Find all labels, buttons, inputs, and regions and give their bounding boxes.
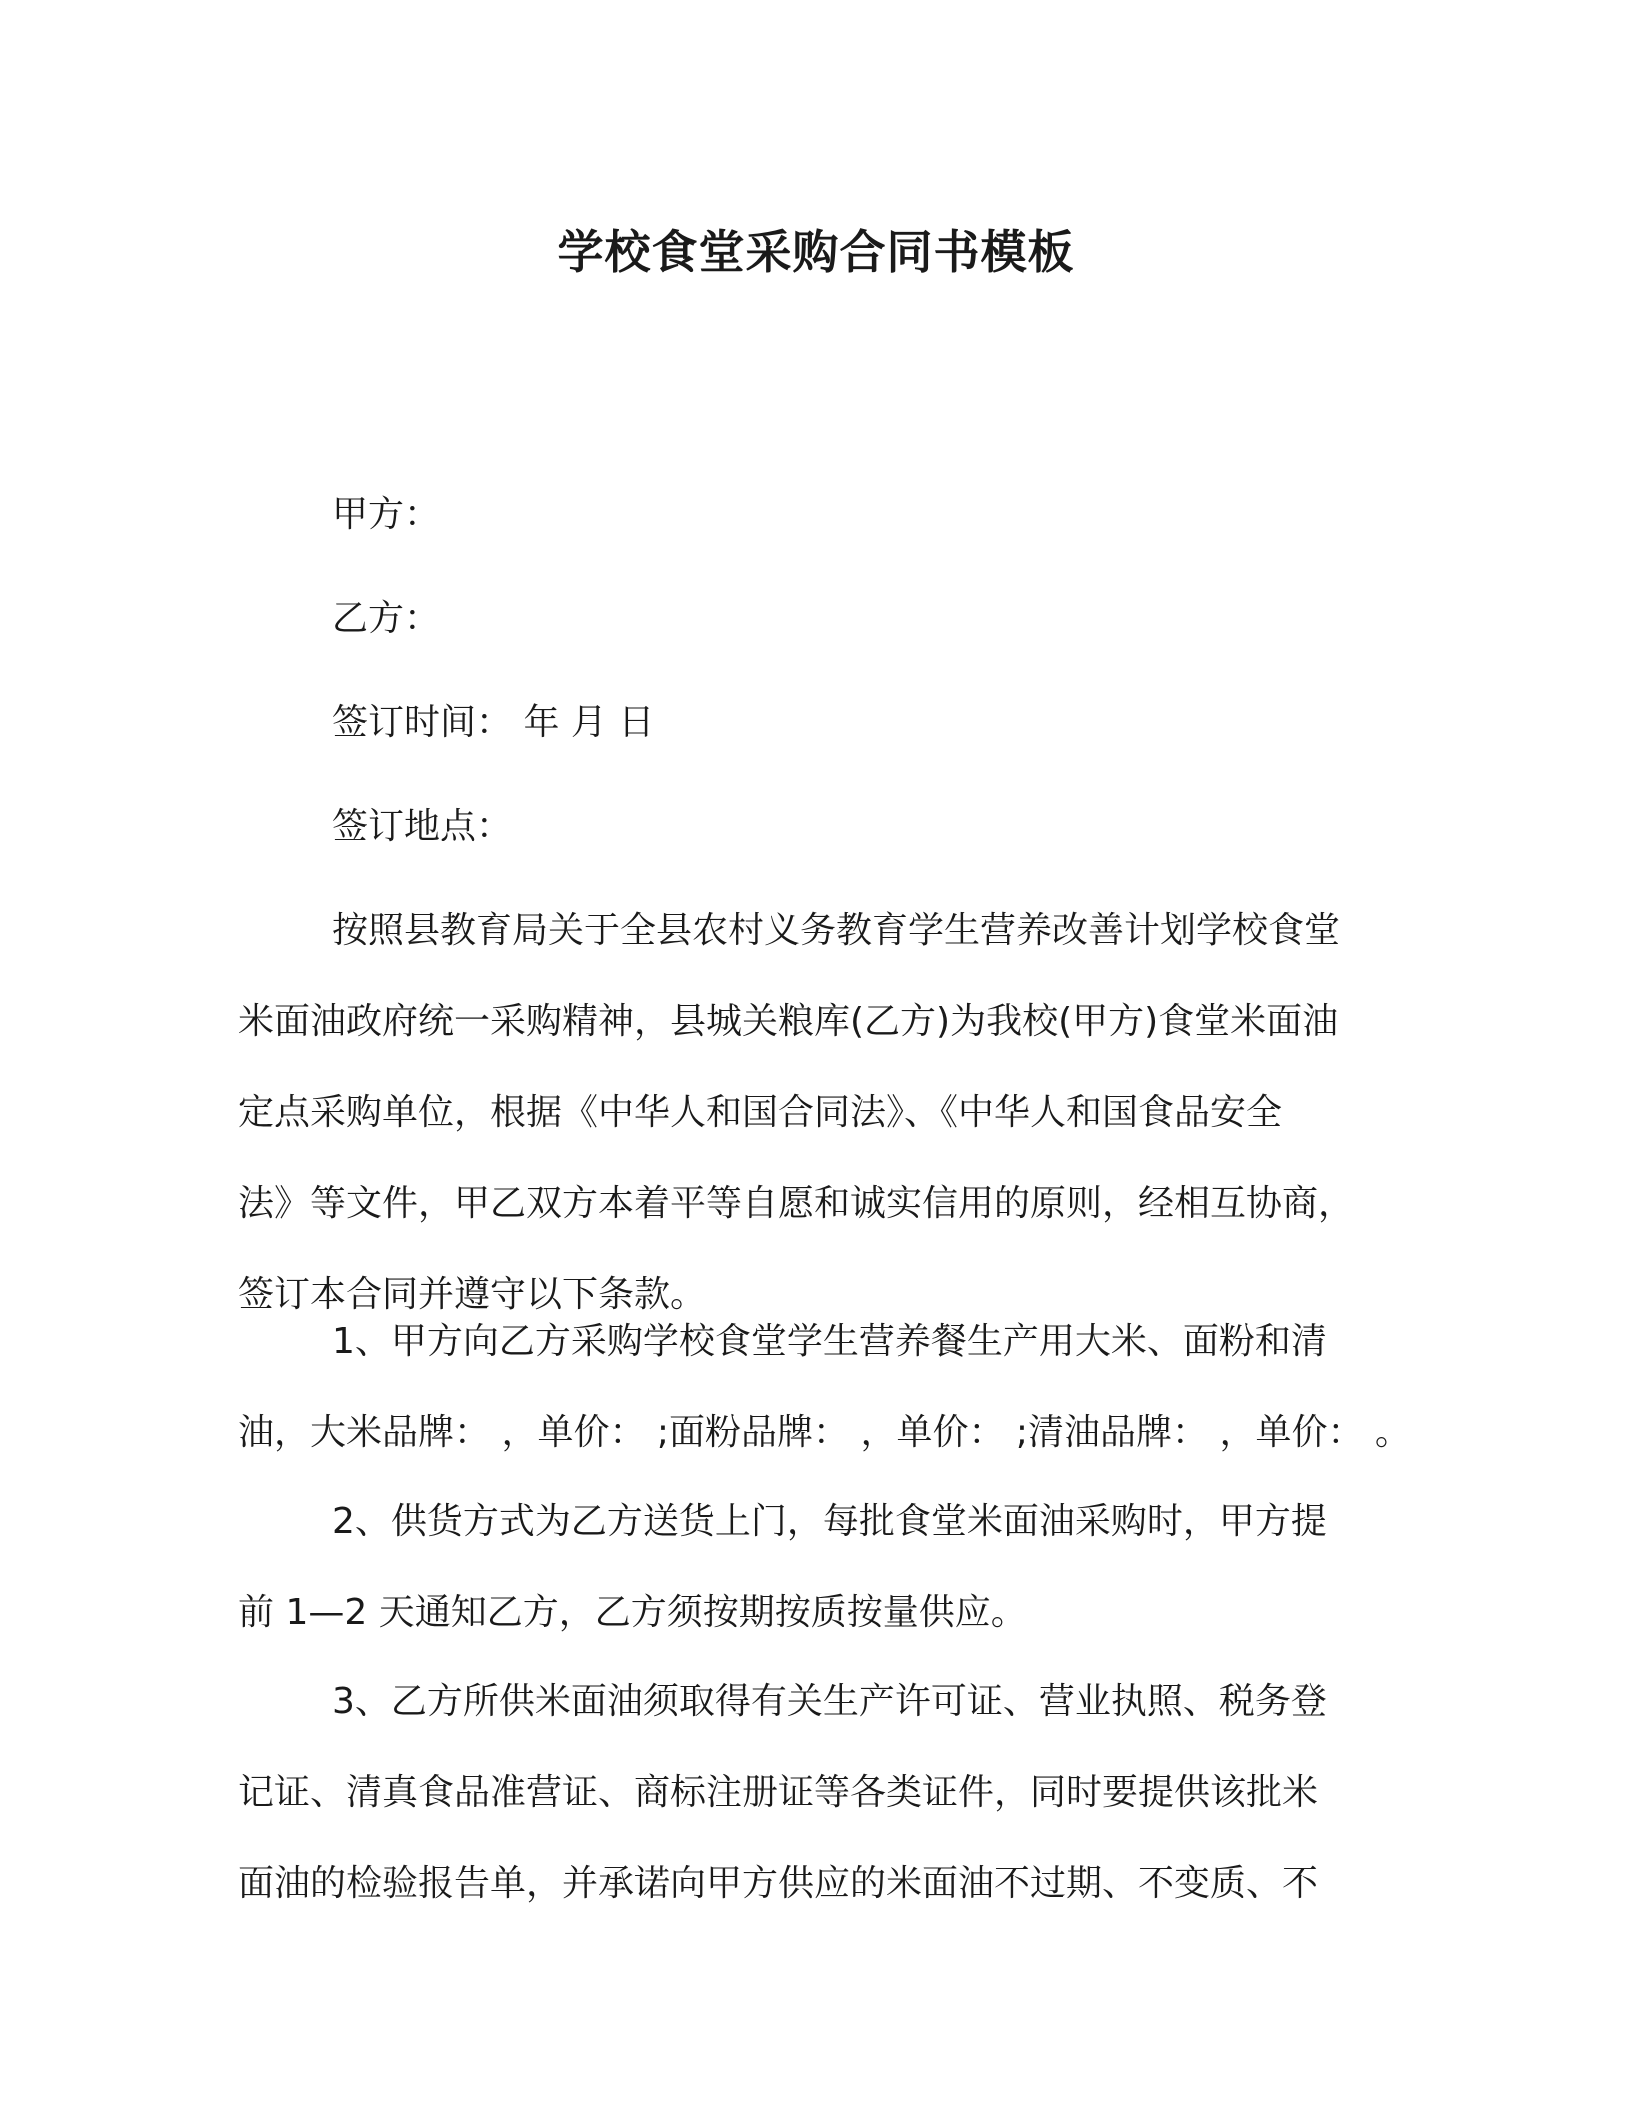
paragraph-line: 签订本合同并遵守以下条款。 <box>238 1274 707 1315</box>
document-title: 学校食堂采购合同书模板 <box>557 225 1075 279</box>
paragraph-line: 2、供货方式为乙方送货上门，每批食堂米面油采购时，甲方提 <box>332 1501 1327 1542</box>
paragraph-line: 法》等文件，甲乙双方本着平等自愿和诚实信用的原则，经相互协商， <box>238 1183 1355 1224</box>
paragraph-line: 定点采购单位，根据《中华人和国合同法》、《中华人和国食品安全 <box>238 1092 1283 1133</box>
paragraph-line: 1、甲方向乙方采购学校食堂学生营养餐生产用大米、面粉和清 <box>332 1321 1327 1362</box>
signing-place-field: 签订地点： <box>332 806 513 847</box>
paragraph-line: 记证、清真食品准营证、商标注册证等各类证件，同时要提供该批米 <box>238 1772 1319 1813</box>
party-b-field: 乙方： <box>332 598 441 639</box>
party-a-field: 甲方： <box>332 494 441 535</box>
paragraph-line: 面油的检验报告单，并承诺向甲方供应的米面油不过期、不变质、不 <box>238 1863 1319 1904</box>
paragraph-line: 前 1—2 天通知乙方，乙方须按期按质按量供应。 <box>238 1592 1027 1633</box>
clause-3-paragraph <box>238 1677 1418 1950</box>
clause-1-paragraph <box>238 1317 1418 1499</box>
paragraph-line: 油，大米品牌： ，单价： ;面粉品牌： ，单价： ;清油品牌： ，单价： 。 <box>238 1412 1411 1453</box>
signing-date-field: 签订时间： 年 月 日 <box>332 702 655 743</box>
paragraph-line: 3、乙方所供米面油须取得有关生产许可证、营业执照、税务登 <box>332 1681 1327 1722</box>
preamble-paragraph <box>238 906 1418 1361</box>
clause-2-paragraph <box>238 1497 1418 1679</box>
paragraph-line: 按照县教育局关于全县农村义务教育学生营养改善计划学校食堂 <box>332 910 1341 951</box>
paragraph-line: 米面油政府统一采购精神，县城关粮库(乙方)为我校(甲方)食堂米面油 <box>238 1001 1339 1042</box>
